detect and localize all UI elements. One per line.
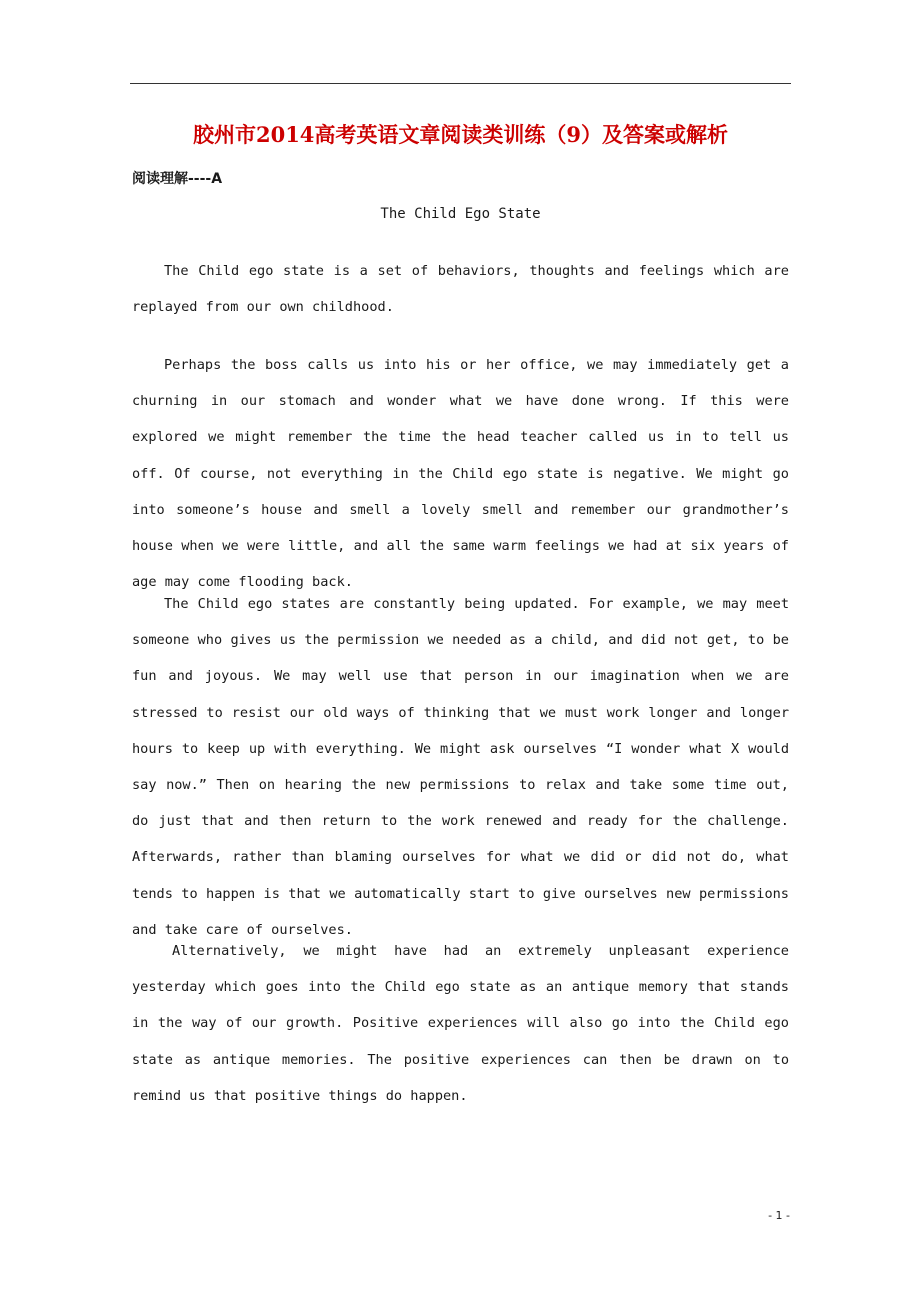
paragraph-3: The Child ego states are constantly being updated. For example, we may meet someone who gives us the permission we needed as a child, and did not get, to be fun and joyous. We may well use that person in our imagination when we are stressed to resist our old ways of thinking that we must work longer and longer hours to keep up with everything. We might ask ourselves “I wonder what X would say now.” Then on hearing the new permissions to relax and take some time out, do just that and then return to the work renewed and ready for the challenge. Afterwards, rather than blaming ourselves for what we did or did not do, what tends to happen is that we automatically start to give ourselves new permissions and take care of ourselves. bbox=[132, 596, 789, 938]
article-title: The Child Ego State bbox=[380, 206, 541, 222]
header-rule bbox=[130, 83, 791, 84]
document-title: 胶州市2014高考英语文章阅读类训练（9）及答案或解析 bbox=[192, 122, 729, 147]
paragraph-1: The Child ego state is a set of behaviors, thoughts and feelings which are replayed from our own childhood. bbox=[132, 263, 789, 316]
section-label: 阅读理解----A bbox=[132, 171, 223, 187]
page-number: - 1 - bbox=[768, 1209, 790, 1222]
paragraph-4: Alternatively, we might have had an extremely unpleasant experience yesterday which goes into the Child ego state as an antique memory that stands in the way of our growth. Positive experiences will also go into the Child ego state as antique memories. The positive experiences can then be drawn on to remind us that positive things do happen. bbox=[132, 943, 789, 1104]
paragraph-2: Perhaps the boss calls us into his or her office, we may immediately get a churning in our stomach and wonder what we have done wrong. If this were explored we might remember the time the head teacher called us in to tell us off. Of course, not everything in the Child ego state is negative. We might go into someone’s house and smell a lovely smell and remember our grandmother’s house when we were little, and all the same warm feelings we had at six years of age may come flooding back. bbox=[132, 357, 789, 591]
